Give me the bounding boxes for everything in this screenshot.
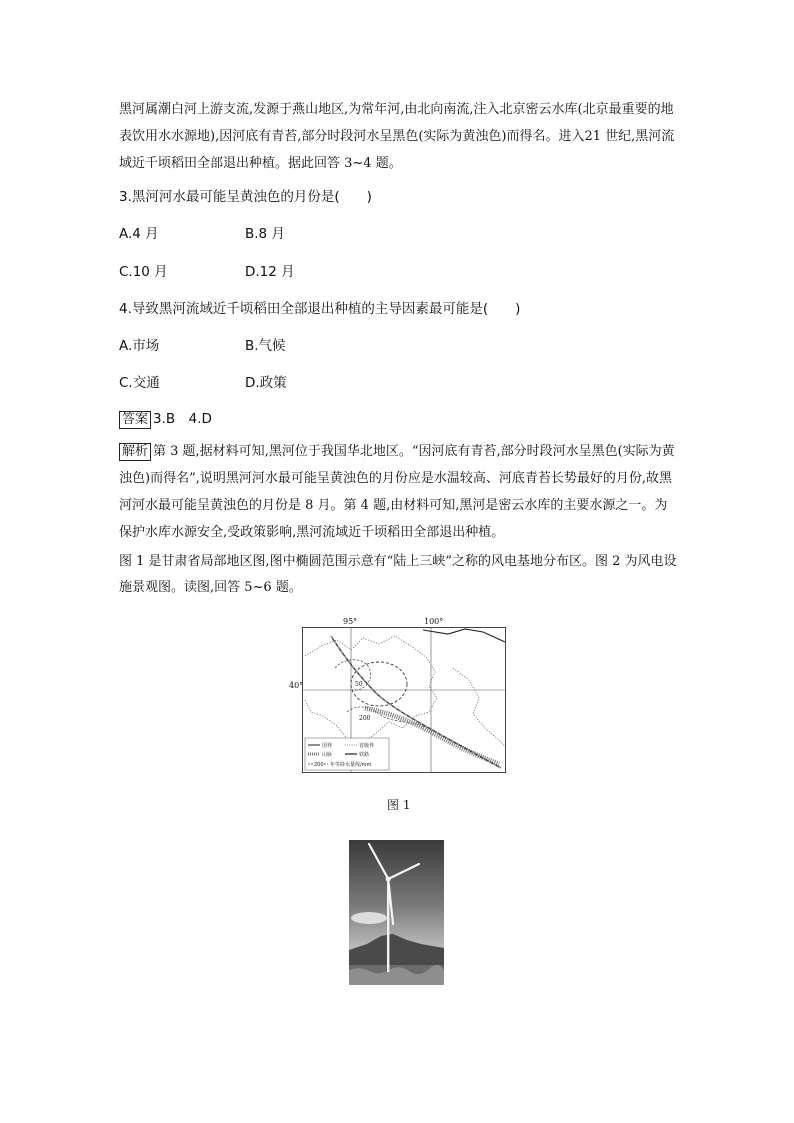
q4-option-b: B.气候 xyxy=(245,338,286,354)
lat-label-40: 40° xyxy=(289,681,304,690)
gansu-map xyxy=(302,627,506,773)
answer-text: 3.B 4.D xyxy=(153,411,212,427)
legend-isohyet: 年等降水量线/mm xyxy=(330,762,372,768)
legend-railway: 铁路 xyxy=(359,752,370,758)
lon-label-95 xyxy=(344,627,355,629)
lon-label-100-top: 100° xyxy=(424,617,444,626)
answer-tag: 答案 xyxy=(119,411,151,429)
q4-option-a: A.市场 xyxy=(119,338,160,354)
wind-turbine-photo xyxy=(349,840,444,985)
q3-option-c: C.10 月 xyxy=(119,264,168,280)
isohyet-50-label: 50 xyxy=(355,681,363,688)
figure-1-caption: 图 1 xyxy=(387,798,411,812)
q3-option-a: A.4 月 xyxy=(119,226,159,242)
answer-line xyxy=(119,407,212,429)
analysis-block xyxy=(119,438,679,546)
isohyet-200-label: 200 xyxy=(359,715,371,722)
q4-option-d: D.政策 xyxy=(245,375,287,391)
question-4-stem: 4.导致黑河流域近千顷稻田全部退出种植的主导因素最可能是( ) xyxy=(119,301,521,317)
q4-option-c: C.交通 xyxy=(119,375,160,391)
passage-gansu: 图 1 是甘肃省局部地区图,图中椭圆范围示意有“陆上三峡”之称的风电基地分布区。图 2 为风电设施景观图。读图,回答 5~6 题。 xyxy=(119,554,677,595)
legend-province: 省级界 xyxy=(359,743,375,749)
q3-option-b: B.8 月 xyxy=(245,226,285,242)
legend-mountain: 山脉 xyxy=(322,752,333,758)
analysis-text: 第 3 题,据材料可知,黑河位于我国华北地区。“因河底有青苔,部分时段河水呈黑色(实际为黄浊色)而得名”,说明黑河河水最可能呈黄浊色的月份应是水温较高、河底青苔长势最好的月份,故黑河河水最可能呈黄浊色的月份是 8 月。第 4 题,由材料可知,黑河是密云水库的主要水源之一。为保护水库水源安全,受政策影响,黑河流域近千顷稻田全部退出种植。 xyxy=(119,444,675,540)
lon-label-100 xyxy=(425,627,439,629)
passage-heihe: 黑河属潮白河上游支流,发源于燕山地区,为常年河,由北向南流,注入北京密云水库(北京最重要的地表饮用水水源地),因河底有青苔,部分时段河水呈黑色(实际为黄浊色)而得名。进入21 世纪,黑河流域近千顷稻田全部退出种植。据此回答 3~4 题。 xyxy=(119,102,675,171)
lon-label-95-top: 95° xyxy=(343,617,358,626)
question-3-stem: 3.黑河河水最可能呈黄浊色的月份是( ) xyxy=(119,189,372,205)
analysis-tag: 解析 xyxy=(119,443,151,461)
legend-isohyet-sample: 200 xyxy=(314,762,324,768)
legend-border: 国界 xyxy=(322,743,333,749)
q3-option-d: D.12 月 xyxy=(245,264,295,280)
